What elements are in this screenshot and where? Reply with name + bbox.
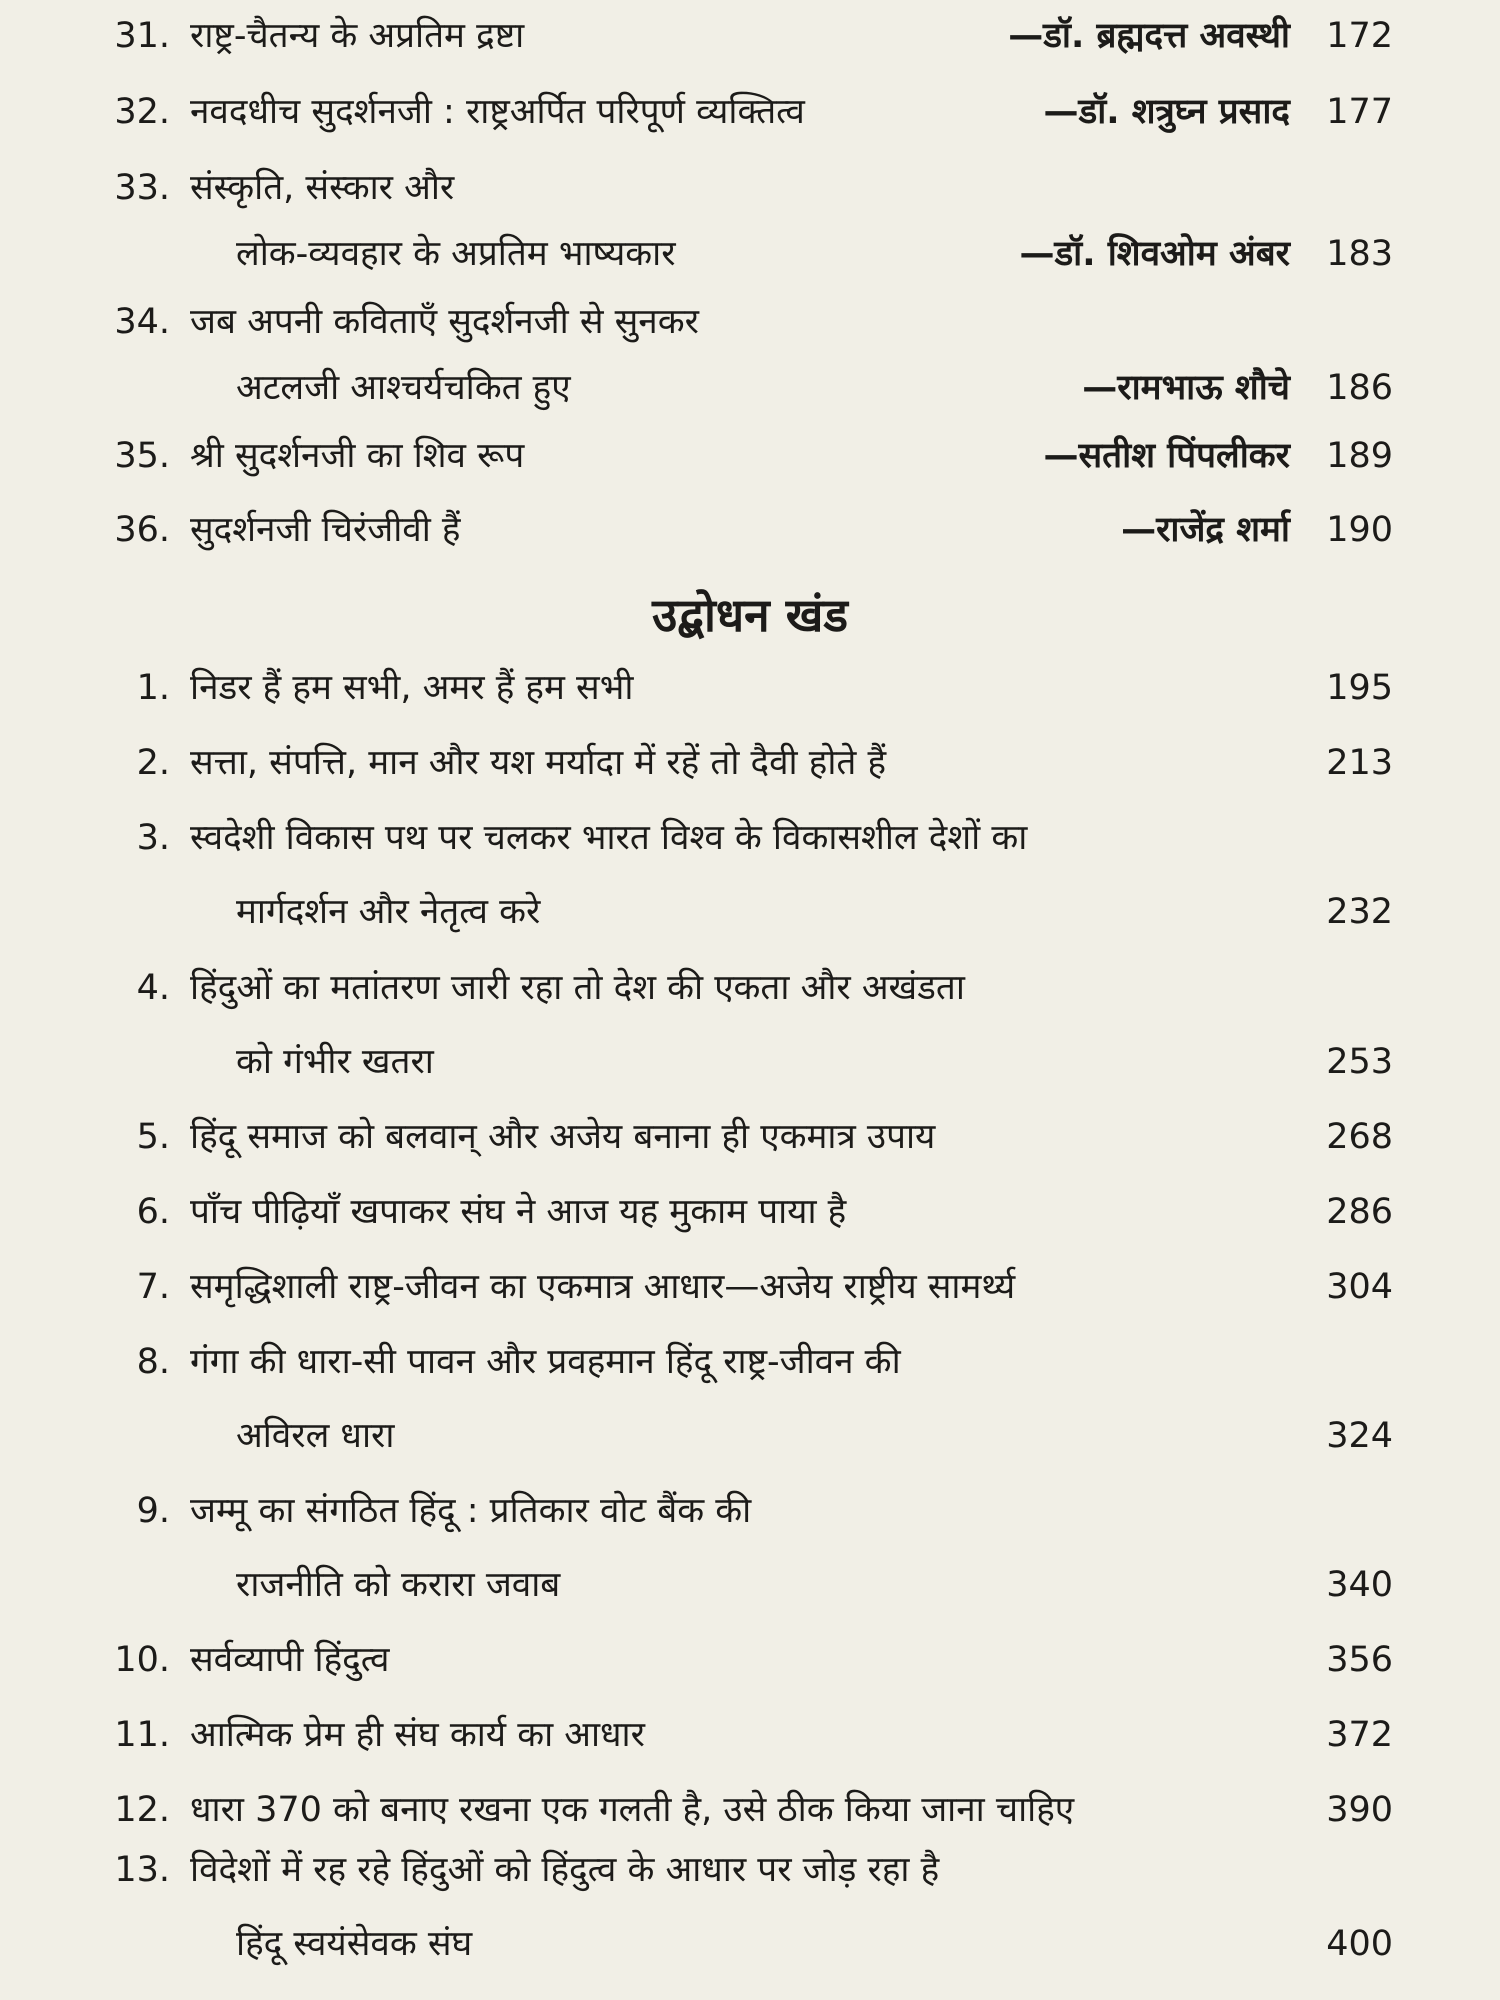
toc-entry-11	[0, 1707, 1500, 1763]
entry-number: 3.	[136, 818, 170, 858]
entry-title: नवदधीच सुदर्शनजी : राष्ट्रअर्पित परिपूर्ण व्यक्तित्व	[190, 92, 805, 132]
entry-title: सत्ता, संपत्ति, मान और यश मर्यादा में रहें तो दैवी होते हैं	[190, 743, 887, 783]
entry-title-continued: को गंभीर खतरा	[236, 1042, 434, 1082]
entry-title-continued: मार्गदर्शन और नेतृत्व करे	[236, 892, 541, 932]
entry-title: सुदर्शनजी चिरंजीवी हैं	[190, 510, 461, 550]
entry-title-continued: अटलजी आश्चर्यचकित हुए	[236, 368, 571, 408]
toc-entry-31	[0, 8, 1500, 64]
entry-page: 177	[1326, 92, 1393, 132]
entry-title: आत्मिक प्रेम ही संघ कार्य का आधार	[190, 1715, 645, 1755]
toc-entry-7	[0, 1259, 1500, 1315]
entry-number: 1.	[136, 668, 170, 708]
entry-number: 4.	[136, 968, 170, 1008]
entry-number: 6.	[136, 1192, 170, 1232]
entry-title: विदेशों में रह रहे हिंदुओं को हिंदुत्व के आधार पर जोड़ रहा है	[190, 1850, 940, 1890]
entry-title: सर्वव्यापी हिंदुत्व	[190, 1640, 390, 1680]
entry-author: —राजेंद्र शर्मा	[1121, 510, 1290, 550]
entry-title-continued: हिंदू स्वयंसेवक संघ	[236, 1924, 473, 1964]
entry-page: 232	[1326, 892, 1393, 932]
entry-page: 372	[1326, 1715, 1393, 1755]
toc-entry-4	[0, 960, 1500, 1092]
entry-page: 268	[1326, 1117, 1393, 1157]
toc-entry-10	[0, 1632, 1500, 1688]
toc-entry-32	[0, 84, 1500, 140]
entry-title-continued: राजनीति को करारा जवाब	[236, 1565, 561, 1605]
entry-page: 195	[1326, 668, 1393, 708]
entry-page: 324	[1326, 1416, 1393, 1456]
entry-title: जम्मू का संगठित हिंदू : प्रतिकार वोट बैंक की	[190, 1491, 752, 1531]
entry-title: श्री सुदर्शनजी का शिव रूप	[190, 436, 525, 476]
entry-title: निडर हैं हम सभी, अमर हैं हम सभी	[190, 668, 634, 708]
entry-title-continued: अविरल धारा	[236, 1416, 395, 1456]
entry-number: 10.	[114, 1640, 170, 1680]
entry-number: 9.	[136, 1491, 170, 1531]
entry-number: 5.	[136, 1117, 170, 1157]
entry-title: गंगा की धारा-सी पावन और प्रवहमान हिंदू राष्ट्र-जीवन की	[190, 1342, 901, 1382]
toc-entry-35	[0, 428, 1500, 484]
toc-entry-36	[0, 502, 1500, 558]
entry-page: 340	[1326, 1565, 1393, 1605]
entry-page: 400	[1326, 1924, 1393, 1964]
entry-number: 13.	[114, 1850, 170, 1890]
entry-title-continued: लोक-व्यवहार के अप्रतिम भाष्यकार	[236, 234, 676, 274]
entry-title: संस्कृति, संस्कार और	[190, 168, 455, 208]
toc-entry-13	[0, 1842, 1500, 1974]
entry-author: —डॉ. ब्रह्मदत्त अवस्थी	[1008, 16, 1290, 56]
entry-page: 304	[1326, 1267, 1393, 1307]
entry-title: समृद्धिशाली राष्ट्र-जीवन का एकमात्र आधार—अजेय राष्ट्रीय सामर्थ्य	[190, 1267, 1016, 1307]
entry-title: पाँच पीढ़ियाँ खपाकर संघ ने आज यह मुकाम पाया है	[190, 1192, 847, 1232]
entry-title: राष्ट्र-चैतन्य के अप्रतिम द्रष्टा	[190, 16, 525, 56]
toc-entry-34	[0, 294, 1500, 426]
entry-number: 36.	[114, 510, 170, 550]
entry-page: 189	[1326, 436, 1393, 476]
toc-entry-6	[0, 1184, 1500, 1240]
entry-number: 32.	[114, 92, 170, 132]
entry-title: जब अपनी कविताएँ सुदर्शनजी से सुनकर	[190, 302, 699, 342]
entry-author: —डॉ. शिवओम अंबर	[1019, 234, 1290, 274]
toc-entry-9	[0, 1483, 1500, 1615]
entry-page: 186	[1326, 368, 1393, 408]
entry-title: स्वदेशी विकास पथ पर चलकर भारत विश्व के विकासशील देशों का	[190, 818, 1028, 858]
entry-page: 286	[1326, 1192, 1393, 1232]
entry-page: 190	[1326, 510, 1393, 550]
entry-author: —डॉ. शत्रुघ्न प्रसाद	[1043, 92, 1290, 132]
toc-entry-8	[0, 1334, 1500, 1466]
entry-page: 253	[1326, 1042, 1393, 1082]
section-heading: उद्बोधन खंड	[652, 588, 848, 642]
entry-page: 213	[1326, 743, 1393, 783]
entry-number: 31.	[114, 16, 170, 56]
entry-number: 2.	[136, 743, 170, 783]
entry-author: —रामभाऊ शौचे	[1082, 368, 1290, 408]
entry-number: 33.	[114, 168, 170, 208]
entry-number: 8.	[136, 1342, 170, 1382]
entry-title: हिंदुओं का मतांतरण जारी रहा तो देश की एकता और अखंडता	[190, 968, 965, 1008]
toc-entry-12	[0, 1782, 1500, 1838]
entry-number: 12.	[114, 1790, 170, 1830]
entry-number: 34.	[114, 302, 170, 342]
entry-page: 390	[1326, 1790, 1393, 1830]
entry-number: 11.	[114, 1715, 170, 1755]
toc-entry-3	[0, 810, 1500, 942]
toc-entry-2	[0, 735, 1500, 791]
entry-page: 172	[1326, 16, 1393, 56]
entry-title: धारा 370 को बनाए रखना एक गलती है, उसे ठीक किया जाना चाहिए	[190, 1790, 1075, 1830]
toc-entry-1	[0, 660, 1500, 716]
entry-number: 7.	[136, 1267, 170, 1307]
entry-page: 356	[1326, 1640, 1393, 1680]
toc-entry-5	[0, 1109, 1500, 1165]
entry-number: 35.	[114, 436, 170, 476]
entry-author: —सतीश पिंपलीकर	[1043, 436, 1290, 476]
entry-title: हिंदू समाज को बलवान् और अजेय बनाना ही एकमात्र उपाय	[190, 1117, 936, 1157]
entry-page: 183	[1326, 234, 1393, 274]
toc-entry-33	[0, 160, 1500, 292]
